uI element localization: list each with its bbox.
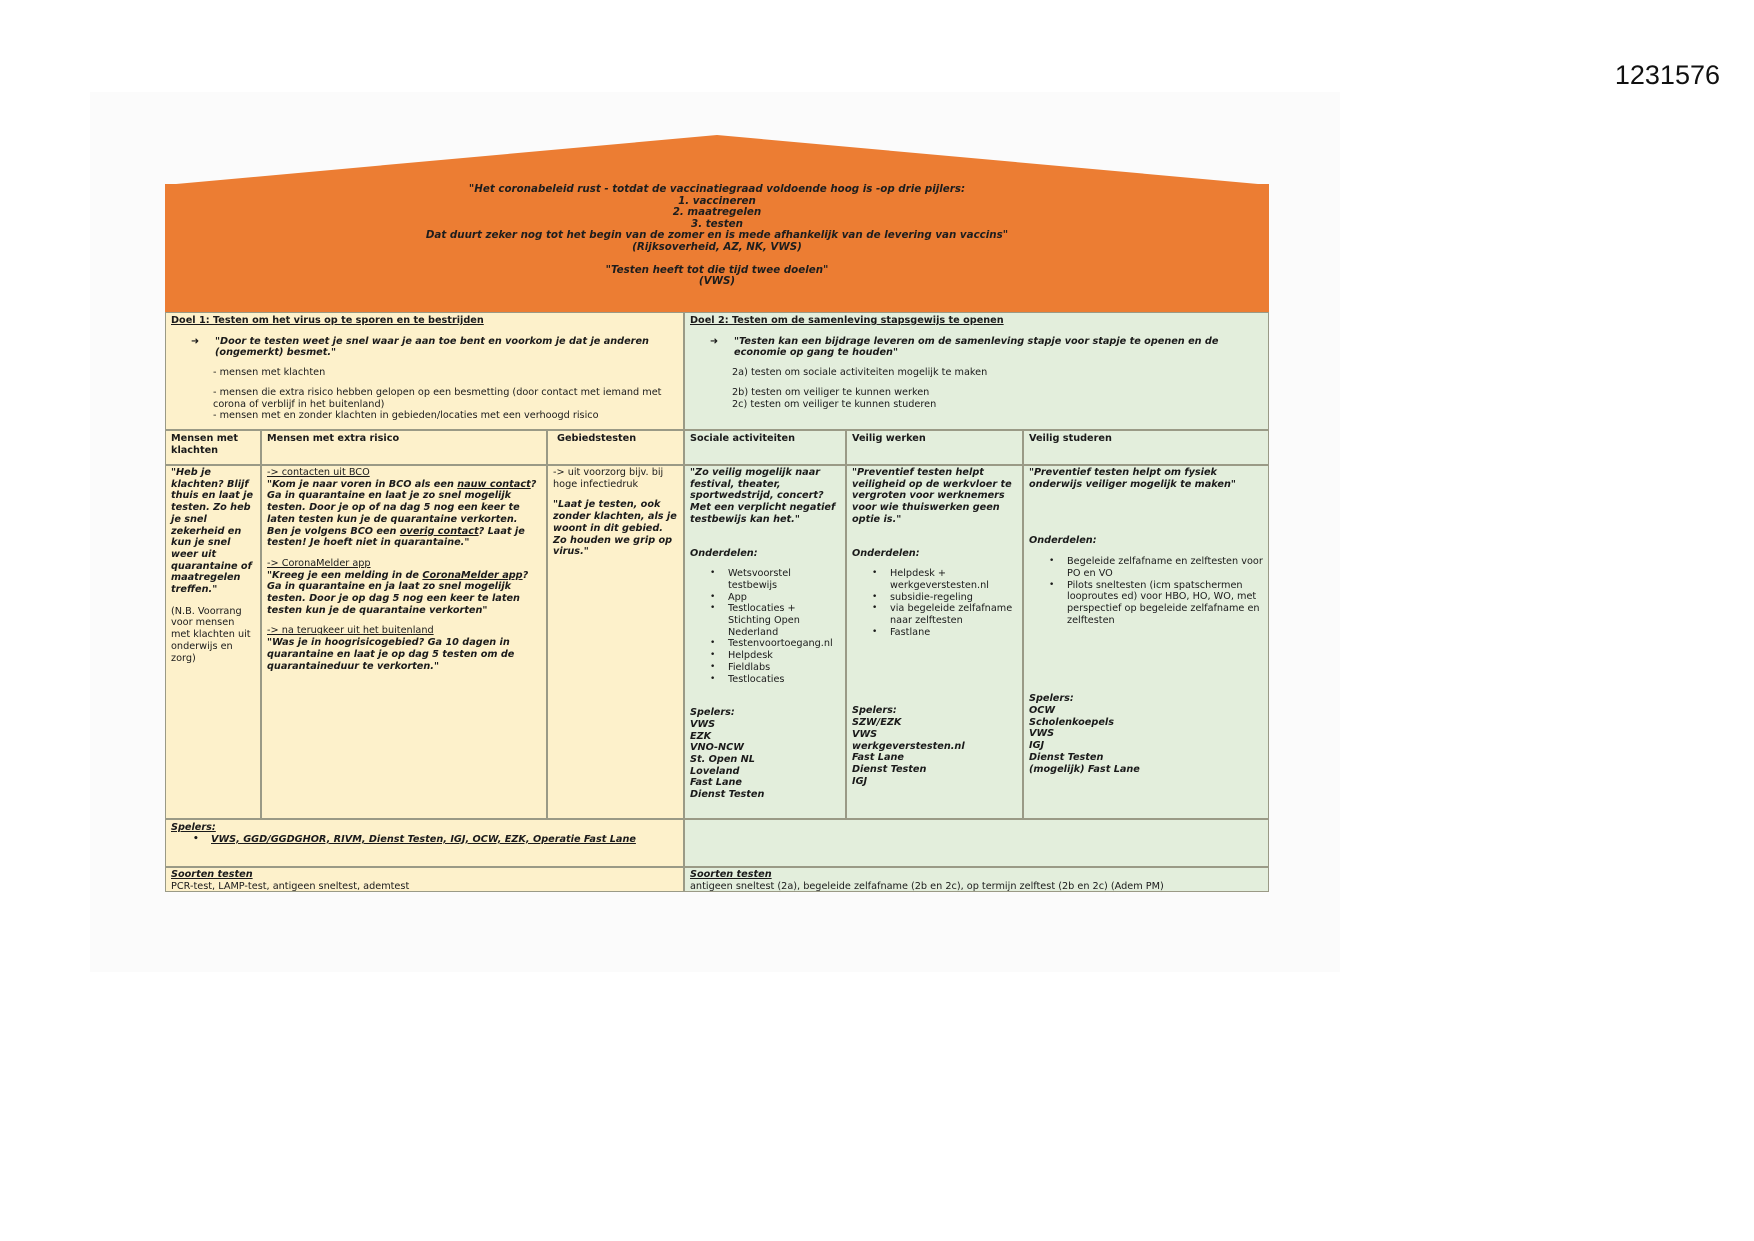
goal-1-panel — [165, 312, 684, 430]
player-name: IGJ — [1029, 740, 1045, 752]
players-row-left — [165, 819, 684, 867]
goal-1-title: Doel 1: Testen om het virus op te sporen en te bestrijden — [171, 315, 484, 326]
header-line-2: Dat duurt zeker nog tot het begin van de zomer en is mede afhankelijk van de levering van vaccins" — [425, 229, 1009, 242]
bco-label: -> contacten uit BCO — [267, 467, 370, 478]
studeren-spelers-label: Spelers: — [1029, 693, 1074, 705]
pillar-3: 3. testen — [691, 217, 743, 230]
test-types-right-label: Soorten testen — [690, 869, 772, 880]
list-item: • App — [728, 592, 840, 604]
goal-1-item-3: - mensen met en zonder klachten in gebieden/locaties met een verhoogd risico — [213, 410, 599, 422]
goal-1-item-1: - mensen met klachten — [213, 367, 326, 379]
test-types-left-text: PCR-test, LAMP-test, antigeen sneltest, ademtest — [171, 880, 410, 892]
studeren-onderdelen-label: Onderdelen: — [1029, 535, 1097, 547]
player-name: IGJ — [852, 775, 868, 787]
list-item: • Fastlane — [890, 627, 1017, 639]
list-item: • Wetsvoorstel testbewijs — [728, 568, 840, 591]
col-body-studeren — [1023, 465, 1269, 819]
col-header-klachten: Mensen met klachten — [165, 430, 261, 465]
arrow-right-icon: ➜ — [191, 335, 200, 347]
gebied-text: -> uit voorzorg bijv. bij hoge infectiedruk — [553, 467, 664, 490]
list-item: • via begeleide zelfafname naar zelftesten — [890, 603, 1017, 626]
player-name: Fast Lane — [690, 777, 742, 789]
list-item: • Helpdesk — [728, 650, 840, 662]
list-item: • Testenvoortoegang.nl — [728, 638, 840, 650]
list-item: • subsidie-regeling — [890, 592, 1017, 604]
players-row-list — [171, 834, 678, 846]
player-name: OCW — [1029, 705, 1056, 717]
list-item: • Testlocaties — [728, 674, 840, 686]
roof-shape — [165, 135, 1269, 185]
arrow-right-icon: ➜ — [710, 335, 719, 347]
player-name: Scholenkoepels — [1029, 716, 1114, 728]
goal-1-quote: ➜ "Door te testen weet je snel waar je aan toe bent en voorkom je dat je anderen (ongemerkt) besmet." — [191, 335, 649, 359]
col-body-klachten — [165, 465, 261, 819]
list-item: • Begeleide zelfafname en zelftesten voor PO en VO — [1067, 556, 1263, 579]
col-header-studeren: Veilig studeren — [1023, 430, 1269, 465]
studeren-quote: "Preventief testen helpt om fysiek onderwijs veiliger mogelijk te maken" — [1029, 467, 1236, 490]
header-source-1: (Rijksoverheid, AZ, NK, VWS) — [632, 240, 802, 253]
col-header-sociaal: Sociale activiteiten — [684, 430, 846, 465]
bco-quote: "Kom je naar voren in BCO als een nauw contact? Ga in quarantaine en laat je zo snel mogelijk testen. Door je op of na dag 5 nog een keer te laten testen kun je de quarantaine verkorten. Ben je volgens BCO een overig contact? Laat je testen! Je hoeft niet in quarantaine." — [267, 478, 537, 549]
players-row-label: Spelers: — [171, 822, 216, 833]
buitenland-label: -> na terugkeer uit het buitenland — [267, 625, 434, 637]
player-name: Dienst Testen — [1029, 751, 1104, 763]
player-name: VNO-NCW — [690, 742, 744, 754]
list-item: • VWS, GGD/GGDGHOR, RIVM, Dienst Testen, IGJ, OCW, EZK, Operatie Fast Lane — [211, 834, 678, 846]
goal-2-title: Doel 2: Testen om de samenleving stapsgewijs te openen — [690, 315, 1004, 326]
klachten-quote: "Heb je klachten? Blijf thuis en laat je testen. Zo heb je snel zekerheid en kun je snel weer uit quarantaine of maatregelen treffen." — [171, 467, 254, 596]
pillar-1: 1. vaccineren — [678, 194, 756, 207]
player-name: VWS — [852, 728, 878, 740]
col-body-gebied — [547, 465, 684, 819]
test-types-right-text: antigeen sneltest (2a), begeleide zelfafname (2b en 2c), op termijn zelftest (2b en 2c) (Adem PM) — [690, 880, 1164, 892]
player-name: Fast Lane — [852, 752, 904, 764]
coronamelder-label: -> CoronaMelder app — [267, 557, 371, 569]
sociaal-spelers-label: Spelers: — [690, 707, 735, 719]
list-item: • Testlocaties + Stichting Open Nederland — [728, 603, 840, 638]
test-types-left — [165, 867, 684, 892]
test-types-left-label: Soorten testen — [171, 869, 253, 880]
col-body-sociaal — [684, 465, 846, 819]
test-types-right — [684, 867, 1269, 892]
players-row-right — [684, 819, 1269, 867]
studeren-onderdelen-list — [1029, 556, 1263, 626]
player-name: werkgeverstesten.nl — [852, 740, 965, 752]
header-line-3: "Testen heeft tot die tijd twee doelen" — [605, 263, 829, 276]
player-name: Dienst Testen — [852, 763, 927, 775]
sociaal-quote: "Zo veilig mogelijk naar festival, theater, sportwedstrijd, concert? Met een verplicht negatief testbewijs kan het." — [690, 467, 836, 525]
gebied-quote: "Laat je testen, ook zonder klachten, als je woont in dit gebied. Zo houden we grip op virus." — [553, 499, 677, 558]
col-header-gebied: Gebiedstesten — [547, 430, 684, 465]
player-name: St. Open NL — [690, 754, 755, 766]
player-name: EZK — [690, 730, 712, 742]
list-item: • Pilots sneltesten (icm spatschermen looproutes ed) voor HBO, HO, WO, met perspectief op begeleide zelfafname en zelftesten — [1067, 580, 1263, 627]
player-name: Loveland — [690, 765, 740, 777]
goal-2-panel — [684, 312, 1269, 430]
document-number: 1231576 — [1614, 60, 1720, 90]
player-name: Dienst Testen — [690, 789, 765, 801]
goal-2-item-2b: 2b) testen om veiliger te kunnen werken — [732, 386, 930, 398]
header-line-1: "Het coronabeleid rust - totdat de vaccinatiegraad voldoende hoog is -op drie pijlers: — [468, 183, 966, 195]
list-item: • Helpdesk + werkgeverstesten.nl — [890, 568, 1017, 591]
sociaal-onderdelen-list — [690, 568, 840, 685]
col-header-risico: Mensen met extra risico — [261, 430, 547, 465]
werken-onderdelen-label: Onderdelen: — [852, 547, 920, 559]
player-name: (mogelijk) Fast Lane — [1029, 763, 1140, 775]
werken-quote: "Preventief testen helpt veiligheid op de werkvloer te vergroten voor werknemers voor wie thuiswerken geen optie is." — [852, 467, 1012, 525]
player-name: SZW/EZK — [852, 717, 902, 729]
werken-onderdelen-list — [852, 568, 1017, 638]
buitenland-quote: "Was je in hoogrisicogebied? Ga 10 dagen in quarantaine en laat je op dag 5 testen om de quarantaineduur te verkorten." — [267, 637, 515, 672]
klachten-note: (N.B. Voorrang voor mensen met klachten uit onderwijs en zorg) — [171, 605, 251, 664]
col-body-werken — [846, 465, 1023, 819]
col-body-risico — [261, 465, 547, 819]
header-source-2: (VWS) — [698, 275, 736, 288]
player-name: VWS — [1029, 728, 1055, 740]
header-banner — [165, 184, 1269, 312]
pillar-2: 2. maatregelen — [672, 206, 762, 219]
coronamelder-quote: "Kreeg je een melding in de CoronaMelder app? Ga in quarantaine en ja laat zo snel mogelijk testen. Door je op dag 5 nog een keer te laten testen kun je de quarantaine verkorten" — [267, 569, 529, 616]
col-header-werken: Veilig werken — [846, 430, 1023, 465]
goal-2-item-2c: 2c) testen om veiliger te kunnen studeren — [732, 398, 937, 410]
goal-2-item-2a: 2a) testen om sociale activiteiten mogelijk te maken — [732, 367, 988, 379]
sociaal-onderdelen-label: Onderdelen: — [690, 547, 758, 559]
goal-2-quote: ➜ "Testen kan een bijdrage leveren om de samenleving stapje voor stapje te openen en de economie op gang te houden" — [710, 335, 1219, 359]
goal-1-item-2: - mensen die extra risico hebben gelopen op een besmetting (door contact met iemand met corona of verblijf in het buitenland) — [213, 386, 662, 410]
player-name: VWS — [690, 718, 716, 730]
werken-spelers-label: Spelers: — [852, 705, 897, 717]
list-item: • Fieldlabs — [728, 662, 840, 674]
